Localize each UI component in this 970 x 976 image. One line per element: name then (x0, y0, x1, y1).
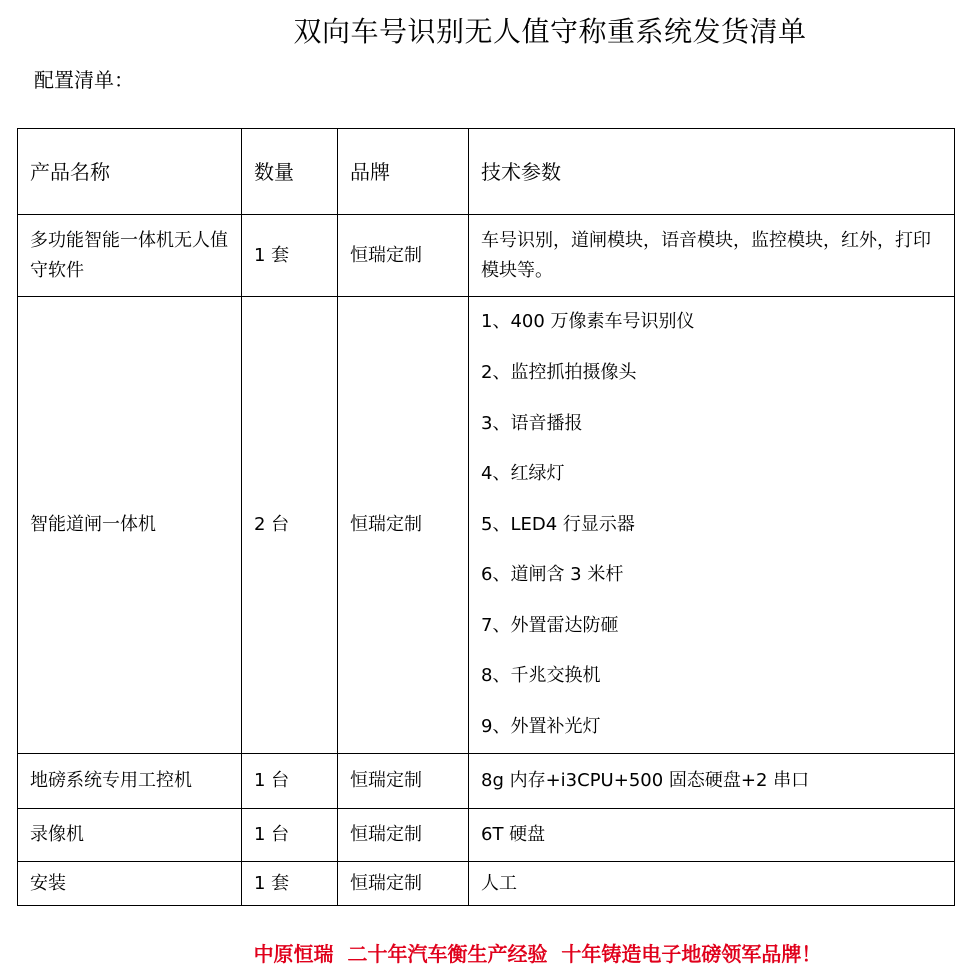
cell-tech-specs: 人工 (469, 862, 955, 906)
cell-product-name: 多功能智能一体机无人值守软件 (18, 215, 242, 297)
header-product-name: 产品名称 (18, 129, 242, 215)
cell-quantity: 1 台 (242, 809, 338, 862)
cell-brand: 恒瑞定制 (338, 754, 469, 809)
spec-item: 9、外置补光灯 (481, 716, 601, 738)
table-row (18, 754, 955, 809)
cell-product-name: 地磅系统专用工控机 (18, 754, 242, 809)
cell-brand: 恒瑞定制 (338, 215, 469, 297)
table-row (18, 215, 955, 297)
table-row (18, 862, 955, 906)
cell-product-name: 安装 (18, 862, 242, 906)
cell-product-name: 智能道闸一体机 (18, 297, 242, 754)
spec-item: 6、道闸含 3 米杆 (481, 564, 624, 586)
header-tech-specs: 技术参数 (469, 129, 955, 215)
spec-item: 1、400 万像素车号识别仪 (481, 311, 695, 333)
table-row (18, 297, 955, 754)
shipping-manifest-table (17, 128, 955, 906)
header-quantity: 数量 (242, 129, 338, 215)
spec-item: 8、千兆交换机 (481, 665, 601, 687)
cell-tech-specs: 8g 内存+i3CPU+500 固态硬盘+2 串口 (469, 754, 955, 809)
cell-quantity: 1 套 (242, 862, 338, 906)
cell-quantity: 1 套 (242, 215, 338, 297)
spec-list (481, 297, 942, 752)
cell-tech-specs (469, 297, 955, 754)
section-label: 配置清单： (34, 68, 134, 92)
table-row (18, 809, 955, 862)
cell-product-name: 录像机 (18, 809, 242, 862)
cell-quantity: 2 台 (242, 297, 338, 754)
table-header-row (18, 129, 955, 215)
cell-brand: 恒瑞定制 (338, 862, 469, 906)
spec-item: 5、LED4 行显示器 (481, 513, 635, 535)
cell-tech-specs: 车号识别，道闸模块，语音模块，监控模块，红外，打印模块等。 (469, 215, 955, 297)
document-title: 双向车号识别无人值守称重系统发货清单 (293, 15, 807, 48)
header-brand: 品牌 (338, 129, 469, 215)
spec-item: 2、监控抓拍摄像头 (481, 361, 637, 383)
cell-tech-specs: 6T 硬盘 (469, 809, 955, 862)
spec-item: 4、红绿灯 (481, 463, 565, 485)
cell-brand: 恒瑞定制 (338, 297, 469, 754)
spec-item: 3、语音播报 (481, 412, 583, 434)
footer-slogan: 中原恒瑞 二十年汽车衡生产经验 十年铸造电子地磅领军品牌！ (253, 942, 822, 966)
cell-brand: 恒瑞定制 (338, 809, 469, 862)
spec-item: 7、外置雷达防砸 (481, 614, 619, 636)
cell-quantity: 1 台 (242, 754, 338, 809)
